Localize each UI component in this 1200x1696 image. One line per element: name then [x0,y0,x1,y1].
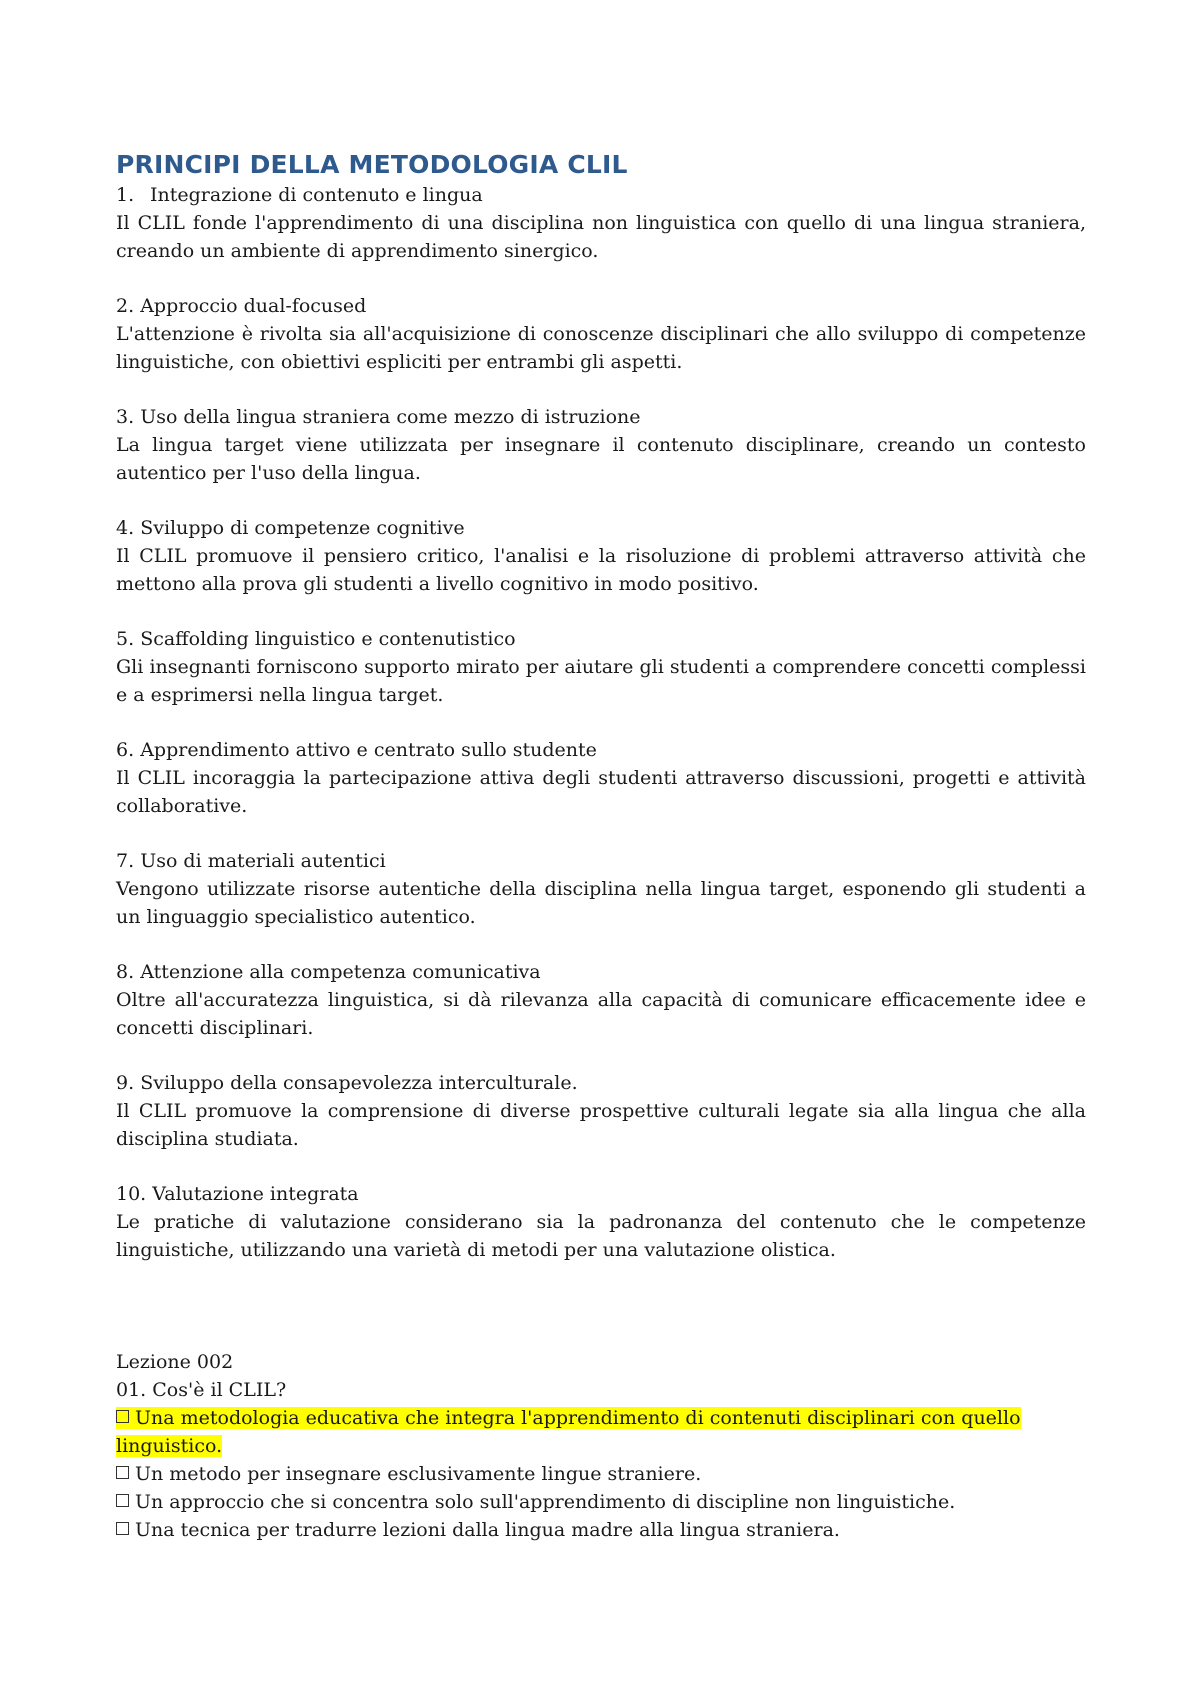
principle-item [116,292,1086,376]
principle-body: Il CLIL fonde l'apprendimento di una disciplina non linguistica con quello di una lingua straniera, creando un ambiente di apprendimento sinergico. [116,212,1086,262]
quiz-option-correct[interactable] [116,1404,1086,1460]
principle-number: 9. [116,1072,135,1094]
principle-number: 7. [116,850,135,872]
principle-heading [116,514,1086,542]
principle-number: 1. [116,184,135,206]
principle-item [116,958,1086,1042]
principle-heading [116,1069,1086,1097]
checkbox-icon [116,1466,129,1479]
principle-item [116,1069,1086,1153]
quiz-section [116,1348,1086,1544]
principle-body: La lingua target viene utilizzata per insegnare il contenuto disciplinare, creando un contesto autentico per l'uso della lingua. [116,434,1086,484]
principle-number: 10. [116,1183,147,1205]
principle-heading [116,625,1086,653]
principle-number: 2. [116,295,135,317]
principle-body: Il CLIL incoraggia la partecipazione attiva degli studenti attraverso discussioni, progetti e attività collaborative. [116,767,1086,817]
principle-heading-text: Approccio dual-focused [140,295,367,317]
principle-body: Le pratiche di valutazione considerano sia la padronanza del contenuto che le competenze linguistiche, utilizzando una varietà di metodi per una valutazione olistica. [116,1211,1086,1261]
principle-heading-text: Uso della lingua straniera come mezzo di istruzione [140,406,641,428]
principle-heading-text: Attenzione alla competenza comunicativa [140,961,541,983]
principle-heading [116,403,1086,431]
principle-heading-text: Apprendimento attivo e centrato sullo studente [140,739,597,761]
principle-item [116,736,1086,820]
checkbox-icon [116,1494,129,1507]
principle-body: L'attenzione è rivolta sia all'acquisizione di conoscenze disciplinari che allo sviluppo di competenze linguistiche, con obiettivi espliciti per entrambi gli aspetti. [116,323,1086,373]
lesson-label: Lezione 002 [116,1351,234,1373]
document-title: PRINCIPI DELLA METODOLOGIA CLIL [116,150,628,179]
quiz-option[interactable] [116,1516,1086,1544]
document-content [116,150,1086,1544]
principle-body: Il CLIL promuove la comprensione di diverse prospettive culturali legate sia alla lingua che alla disciplina studiata. [116,1100,1086,1150]
principle-number: 8. [116,961,135,983]
principle-heading-text: Sviluppo della consapevolezza interculturale. [140,1072,578,1094]
principle-body: Vengono utilizzate risorse autentiche della disciplina nella lingua target, esponendo gli studenti a un linguaggio specialistico autentico. [116,878,1086,928]
principle-number: 5. [116,628,135,650]
quiz-question: 01. Cos'è il CLIL? [116,1379,287,1401]
principle-heading-text: Valutazione integrata [152,1183,359,1205]
principle-heading-text: Integrazione di contenuto e lingua [150,184,483,206]
quiz-option[interactable] [116,1488,1086,1516]
quiz-option[interactable] [116,1460,1086,1488]
principle-heading [116,181,1086,209]
principle-item [116,514,1086,598]
principle-body: Gli insegnanti forniscono supporto mirato per aiutare gli studenti a comprendere concetti complessi e a esprimersi nella lingua target. [116,656,1086,706]
principle-body: Il CLIL promuove il pensiero critico, l'analisi e la risoluzione di problemi attraverso attività che mettono alla prova gli studenti a livello cognitivo in modo positivo. [116,545,1086,595]
principle-heading-text: Scaffolding linguistico e contenutistico [140,628,516,650]
checkbox-icon [116,1522,129,1535]
option-text: Un metodo per insegnare esclusivamente lingue straniere. [135,1463,702,1485]
principle-item [116,1180,1086,1264]
option-text: Un approccio che si concentra solo sull'apprendimento di discipline non linguistiche. [135,1491,956,1513]
principle-heading-text: Sviluppo di competenze cognitive [140,517,465,539]
principle-number: 3. [116,406,135,428]
principle-heading [116,1180,1086,1208]
principle-heading [116,958,1086,986]
principle-number: 4. [116,517,135,539]
checkbox-icon [116,1410,129,1423]
principle-heading [116,736,1086,764]
principle-item [116,847,1086,931]
option-text: Una metodologia educativa che integra l'apprendimento di contenuti disciplinari con quello linguistico. [116,1407,1021,1457]
principle-heading [116,847,1086,875]
principle-heading [116,292,1086,320]
principle-heading-text: Uso di materiali autentici [140,850,386,872]
principle-item [116,181,1086,265]
principle-body: Oltre all'accuratezza linguistica, si dà rilevanza alla capacità di comunicare efficacemente idee e concetti disciplinari. [116,989,1086,1039]
principle-number: 6. [116,739,135,761]
option-text: Una tecnica per tradurre lezioni dalla lingua madre alla lingua straniera. [135,1519,840,1541]
principle-item [116,403,1086,487]
principle-item [116,625,1086,709]
